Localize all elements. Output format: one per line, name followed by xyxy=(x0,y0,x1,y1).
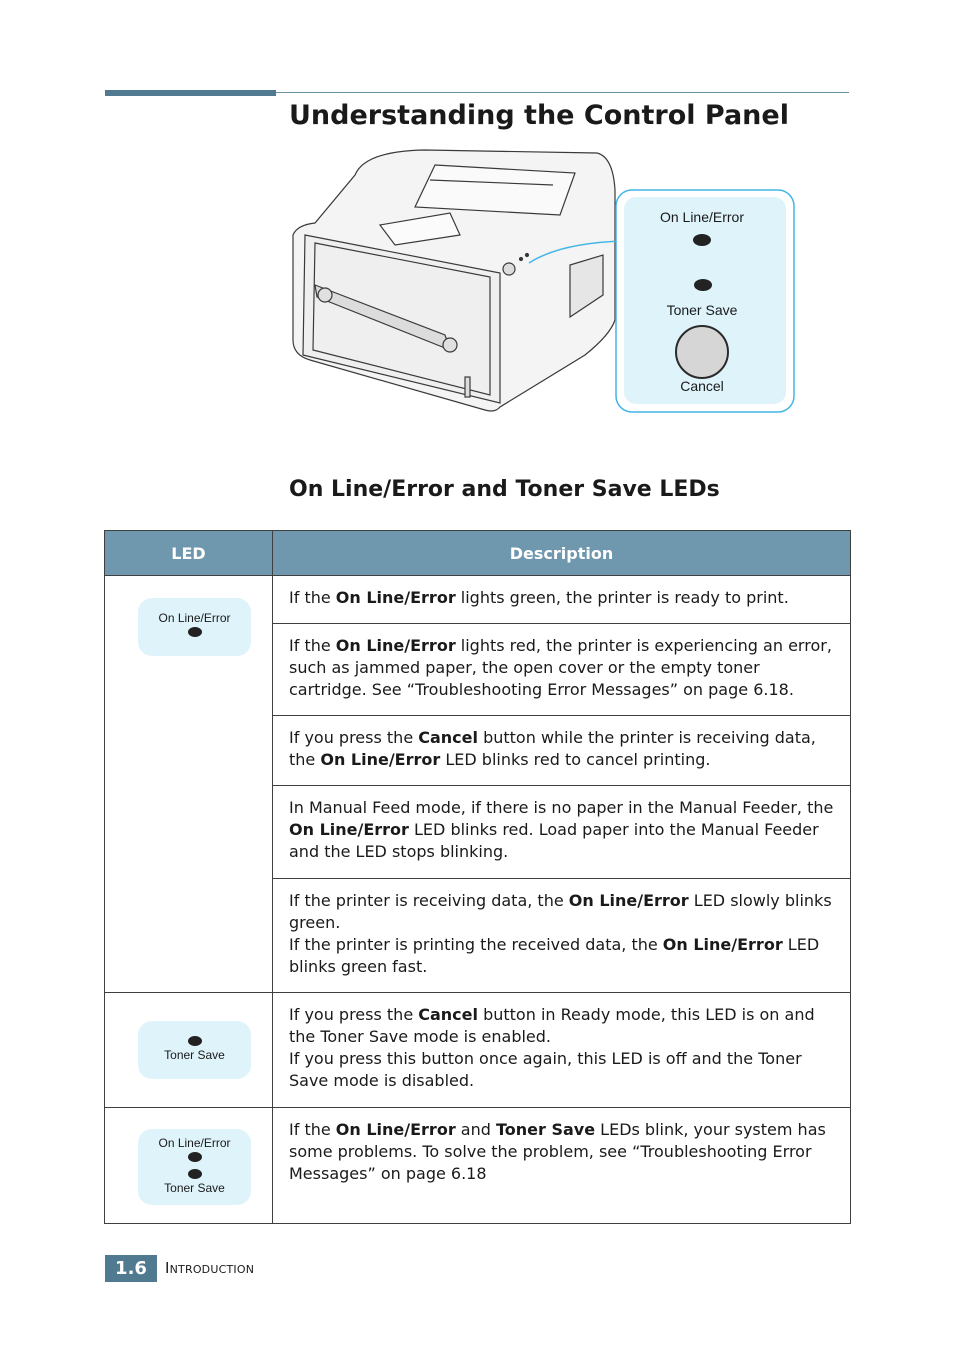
panel-label: Toner Save xyxy=(164,1181,225,1195)
page-number: 1.6 xyxy=(105,1255,157,1282)
led-cell-online-error xyxy=(105,576,273,993)
table-header-row xyxy=(105,531,851,576)
description-cell: If you press the Cancel button in Ready mode, this LED is on and the Toner Save mode is enabled. If you press this button once again, this LED is off and the Toner Save mode is disabled. xyxy=(273,993,851,1108)
online-error-panel xyxy=(138,598,251,656)
panel-label: On Line/Error xyxy=(158,1136,231,1150)
header-rule-thin xyxy=(276,92,849,93)
led-column-header: LED xyxy=(105,531,273,576)
led-dot-icon xyxy=(186,1167,204,1181)
led-cell-toner-save xyxy=(105,993,273,1108)
description-column-header: Description xyxy=(273,531,851,576)
panel-label: Toner Save xyxy=(164,1048,225,1062)
description-cell: If the On Line/Error lights green, the printer is ready to print. xyxy=(273,576,851,624)
toner-save-led-icon xyxy=(694,279,712,291)
cancel-label: Cancel xyxy=(680,378,724,394)
table-row xyxy=(105,1108,851,1224)
toner-save-panel xyxy=(138,1021,251,1079)
toner-save-label: Toner Save xyxy=(666,302,738,318)
led-cell-both xyxy=(105,1108,273,1224)
led-dot-icon xyxy=(186,1150,204,1164)
online-error-label: On Line/Error xyxy=(659,209,745,225)
printer-illustration xyxy=(285,145,805,430)
both-leds-panel xyxy=(138,1129,251,1205)
table-row xyxy=(105,993,851,1108)
page-title: Understanding the Control Panel xyxy=(289,100,789,131)
online-error-led-icon xyxy=(693,234,711,246)
description-cell: If the On Line/Error and Toner Save LEDs blink, your system has some problems. To solve the problem, see “Troubleshooting Error Messages” on page 6.18 xyxy=(273,1108,851,1224)
section-name: Introduction xyxy=(165,1259,255,1277)
description-cell: In Manual Feed mode, if there is no paper in the Manual Feeder, the On Line/Error LED blinks red. Load paper into the Manual Feeder and the LED stops blinking. xyxy=(273,786,851,879)
description-cell: If the On Line/Error lights red, the printer is experiencing an error, such as jammed paper, the open cover or the empty toner cartridge. See “Troubleshooting Error Messages” on page 6.18. xyxy=(273,624,851,716)
description-cell: If the printer is receiving data, the On Line/Error LED slowly blinks green. If the printer is printing the received data, the On Line/Error LED blinks green fast. xyxy=(273,879,851,993)
section-subtitle: On Line/Error and Toner Save LEDs xyxy=(289,477,720,502)
header-rule-thick xyxy=(105,90,276,96)
led-table xyxy=(104,530,851,1224)
printer-drawing xyxy=(293,150,615,411)
cancel-button-icon xyxy=(676,326,728,378)
description-cell: If you press the Cancel button while the printer is receiving data, the On Line/Error LED blinks red to cancel printing. xyxy=(273,716,851,786)
led-dot-icon xyxy=(186,625,204,639)
table-row xyxy=(105,576,851,624)
panel-label: On Line/Error xyxy=(158,611,231,625)
led-dot-icon xyxy=(186,1034,204,1048)
